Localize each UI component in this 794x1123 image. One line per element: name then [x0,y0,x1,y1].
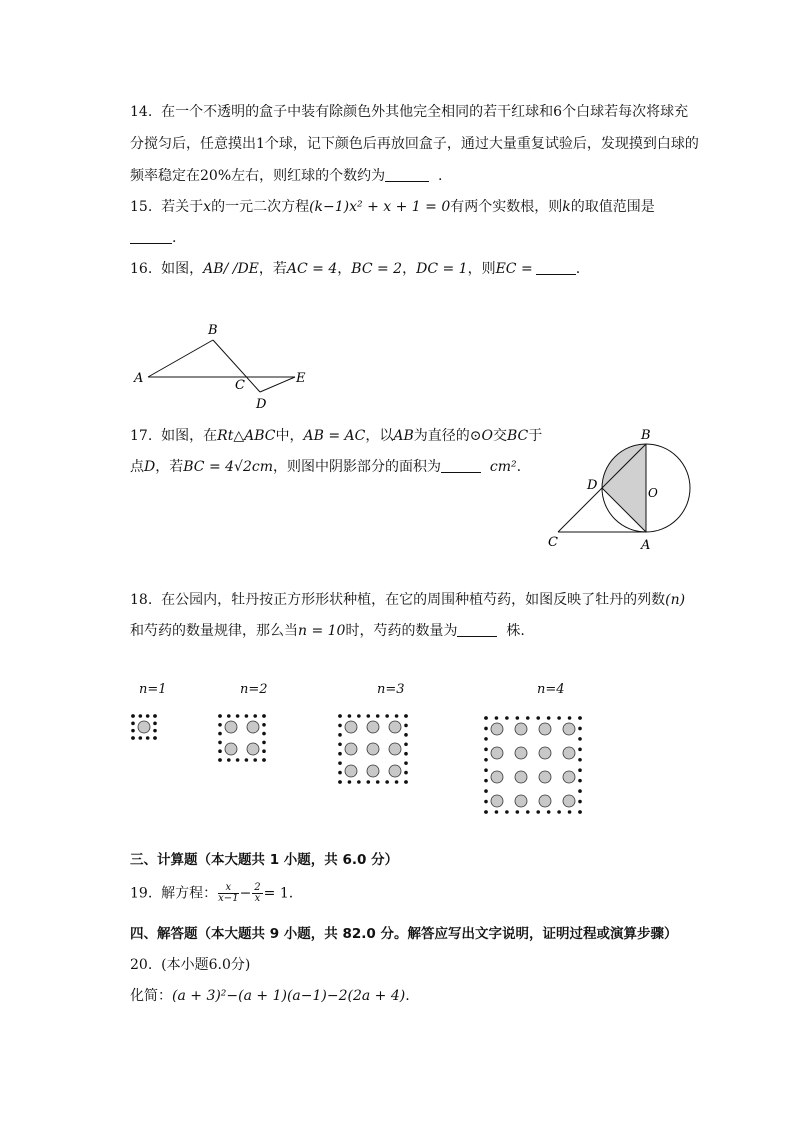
q14-answer-blank[interactable] [385,167,429,182]
shaoyao-dot [484,737,488,741]
q14-text-3: 频率稳定在20%左右，则红球的个数约为 [130,168,386,184]
q16-ask: EC = [495,261,533,277]
shaoyao-dot [262,749,266,753]
q18-caption-2: n=2 [240,682,268,697]
shaoyao-dot [338,752,342,756]
q18-caption-1: n=1 [139,682,167,697]
shaoyao-dot [146,714,150,718]
peony-dot [539,771,551,783]
q20-end: . [405,988,410,1004]
shaoyao-dot [131,729,135,733]
shaoyao-dot [385,714,389,718]
q18-n: (n) [665,592,686,608]
peony-dot [225,743,237,755]
q16-text-c: ，则 [467,261,496,277]
shaoyao-dot [262,732,266,736]
q16-answer-blank[interactable] [536,260,576,275]
shaoyao-dot [395,780,399,784]
q15-text-a: 若关于 [161,199,204,215]
shaoyao-dot [348,780,352,784]
shaoyao-dot [505,716,509,720]
q20-line2 [130,986,410,1006]
q14-line1 [130,102,688,122]
q17-ab: AB [393,428,414,444]
q19-line [130,883,293,909]
peony-dot [539,795,551,807]
q16-label-e: E [296,371,306,386]
peony-dot [539,723,551,735]
q20-label: 化简： [130,988,172,1004]
shaoyao-dot [578,758,582,762]
shaoyao-dot [505,810,509,814]
shaoyao-dot [404,752,408,756]
peony-dot [491,795,503,807]
q14-line3 [130,166,442,186]
peony-dot [247,721,259,733]
shaoyao-dot [578,768,582,772]
q16-cond3: DC = 1 [416,261,468,277]
q17-figure [540,422,700,557]
peony-dot [367,743,379,755]
shaoyao-dot [236,714,240,718]
shaoyao-dot [404,761,408,765]
shaoyao-dot [218,732,222,736]
q17-bc-eq: BC = 4 [183,459,235,475]
shaoyao-dot [547,716,551,720]
peony-dot [515,723,527,735]
q19-f1-den: x−1 [218,893,239,904]
shaoyao-dot [578,779,582,783]
shaoyao-dot [484,789,488,793]
q16-sep1: ， [337,261,352,277]
shaoyao-dot [578,748,582,752]
shaoyao-dot [578,727,582,731]
peony-dot [563,771,575,783]
q17-answer-blank[interactable] [441,458,481,473]
q16-figure [128,318,318,413]
shaoyao-dot [245,714,249,718]
q16-label-d: D [256,397,267,412]
shaoyao-dot [536,716,540,720]
peony-dot [389,765,401,777]
q20-number: 20. [130,957,153,973]
shaoyao-dot [253,758,257,762]
q18-caption-3: n=3 [377,682,405,697]
peony-dot [563,795,575,807]
q16-cond1: AC = 4 [286,261,338,277]
peony-dot [515,771,527,783]
shaoyao-dot [578,810,582,814]
peony-dot [515,795,527,807]
shaoyao-dot [578,800,582,804]
section-4-header: 四、解答题（本大题共 9 小题，共 82.0 分。解答应写出文字说明，证明过程或演算步骤） [130,926,678,942]
shaoyao-dot [218,741,222,745]
shaoyao-dot [348,714,352,718]
shaoyao-dot [516,716,520,720]
shaoyao-dot [357,714,361,718]
shaoyao-dot [376,714,380,718]
q19-number: 19. [130,885,153,902]
q17-shaded-arc [602,444,646,532]
shaoyao-dot [338,780,342,784]
q16-label-a: A [134,371,144,386]
q18-n10: n = 10 [298,623,346,639]
shaoyao-dot [557,810,561,814]
q16-label-b: B [208,323,218,338]
peony-dot [345,743,357,755]
q17-unit: cm [251,459,273,475]
q17-unit2: cm² [489,459,517,475]
q15-line2 [130,228,176,248]
peony-dot [138,721,150,733]
shaoyao-dot [245,758,249,762]
shaoyao-dot [153,729,157,733]
q18-text-b: 和芍药的数量规律，那么当 [130,623,298,639]
q16-number: 16. [130,261,153,277]
shaoyao-dot [526,810,530,814]
q18-line1 [130,590,685,610]
shaoyao-dot [153,736,157,740]
shaoyao-dot [236,758,240,762]
q17-line1 [130,426,542,446]
shaoyao-dot [568,810,572,814]
q19-fraction-1 [218,883,238,904]
q17-line2 [130,457,521,477]
q17-sqrt: √2 [234,459,252,475]
peony-dot [491,771,503,783]
shaoyao-dot [139,714,143,718]
shaoyao-dot [338,714,342,718]
q17-text-a: 如图，在 [161,428,218,444]
shaoyao-dot [338,724,342,728]
shaoyao-dot [153,714,157,718]
shaoyao-dot [338,733,342,737]
q18-answer-blank[interactable] [457,622,497,637]
shaoyao-dot [262,714,266,718]
peony-dot [345,765,357,777]
q17-bc: BC [506,428,529,444]
shaoyao-dot [131,722,135,726]
shaoyao-dot [578,737,582,741]
shaoyao-dot [404,780,408,784]
peony-dot [389,743,401,755]
shaoyao-dot [395,714,399,718]
shaoyao-dot [547,810,551,814]
q15-number: 15. [130,199,153,215]
shaoyao-dot [404,771,408,775]
shaoyao-dot [404,742,408,746]
shaoyao-dot [218,723,222,727]
peony-dot [345,721,357,733]
shaoyao-dot [578,716,582,720]
q19-text: 解方程： [161,885,218,902]
shaoyao-dot [338,742,342,746]
shaoyao-dot [484,800,488,804]
q16-text-b: ，若 [258,261,287,277]
q16-text-a: 如图， [161,261,204,277]
q18-text-d: 株. [506,623,525,639]
peony-dot [247,743,259,755]
q19-minus: − [239,885,252,902]
shaoyao-dot [404,714,408,718]
peony-dot [563,747,575,759]
shaoyao-dot [484,748,488,752]
q15-answer-blank[interactable] [130,229,172,244]
shaoyao-dot [262,758,266,762]
shaoyao-dot [484,716,488,720]
shaoyao-dot [338,761,342,765]
peony-dot [563,723,575,735]
q18-number: 18. [130,592,153,608]
shaoyao-dot [516,810,520,814]
shaoyao-dot [153,722,157,726]
q17-end: . [516,459,522,475]
q15-text-c: 有两个实数根，则 [450,199,563,215]
q16-cond2: BC = 2 [351,261,403,277]
q17-label-b: B [641,428,651,443]
q17-triangle: Rt△ABC [217,428,276,444]
shaoyao-dot [557,716,561,720]
q17-label-o: O [648,486,658,500]
shaoyao-dot [526,716,530,720]
shaoyao-dot [366,780,370,784]
q16-line-ab [148,340,213,377]
q14-end: . [438,168,443,184]
q17-label-a: A [641,538,651,553]
q16-line-de [260,377,295,392]
q16-sep2: ， [402,261,417,277]
q20-expression: (a + 3)²−(a + 1)(a−1)−2(2a + 4) [172,988,406,1004]
shaoyao-dot [338,771,342,775]
shaoyao-dot [495,716,499,720]
shaoyao-dot [376,780,380,784]
q17-text-d: 为直径的 [413,428,470,444]
shaoyao-dot [578,789,582,793]
q17-text-g: 点 [130,459,144,475]
q17-text-c: ，以 [365,428,394,444]
q20-line1 [130,955,250,975]
q17-text-h: ，若 [155,459,184,475]
q18-text-a: 在公园内，牡丹按正方形形状种植，在它的周围种植芍药，如图反映了牡丹的列数 [161,592,666,608]
q17-text-f: 于 [528,428,543,444]
q19-f1-num: x [218,883,238,894]
q15-var-k: k [562,199,571,215]
q17-text-i: ，则图中阴影部分的面积为 [273,459,441,475]
q18-text-c: 时，芍药的数量为 [345,623,458,639]
q18-line2 [130,621,525,641]
q15-equation: (k−1)x² + x + 1 = 0 [309,199,451,215]
q17-text-b: 中， [275,428,304,444]
q19-fraction-2 [252,883,262,904]
q15-end: . [172,230,177,246]
q17-cond: AB = AC [303,428,366,444]
shaoyao-dot [139,736,143,740]
peony-dot [491,723,503,735]
q17-d: D [144,459,156,475]
shaoyao-dot [218,714,222,718]
q15-var-x: x [203,199,212,215]
shaoyao-dot [218,758,222,762]
shaoyao-dot [404,724,408,728]
q17-label-d: D [587,478,598,493]
q15-text-b: 的一元二次方程 [211,199,310,215]
shaoyao-dot [131,736,135,740]
q20-score: (本小题6.0分) [161,957,251,973]
q16-line [130,259,580,279]
shaoyao-dot [385,780,389,784]
q14-number: 14. [130,104,153,120]
shaoyao-dot [146,736,150,740]
q19-f2-den: x [254,893,261,904]
q16-parallel: AB/ /DE [203,261,259,277]
shaoyao-dot [218,749,222,753]
q19-f2-num: 2 [254,882,261,893]
shaoyao-dot [357,780,361,784]
shaoyao-dot [484,758,488,762]
peony-dot [539,747,551,759]
shaoyao-dot [262,723,266,727]
shaoyao-dot [227,758,231,762]
shaoyao-dot [404,733,408,737]
peony-dot [491,747,503,759]
q17-number: 17. [130,428,153,444]
shaoyao-dot [495,810,499,814]
shaoyao-dot [227,714,231,718]
q15-text-d: 的取值范围是 [570,199,655,215]
shaoyao-dot [262,741,266,745]
shaoyao-dot [484,727,488,731]
shaoyao-dot [366,714,370,718]
shaoyao-dot [484,810,488,814]
q17-text-e: 交 [492,428,507,444]
shaoyao-dot [253,714,257,718]
q16-end: . [575,261,581,277]
q17-label-c: C [548,535,558,550]
shaoyao-dot [568,716,572,720]
peony-dot [367,765,379,777]
peony-dot [225,721,237,733]
q17-circle-symbol: ⊙O [469,428,493,444]
shaoyao-dot [484,768,488,772]
shaoyao-dot [536,810,540,814]
section-3-header: 三、计算题（本大题共 1 小题，共 6.0 分） [130,852,399,868]
peony-dot [515,747,527,759]
q18-pattern-figure [0,700,794,845]
q14-text-2: 分搅匀后，任意摸出1个球，记下颜色后再放回盒子，通过大量重复试验后，发现摸到白球的 [130,136,699,152]
peony-dot [367,721,379,733]
q18-caption-4: n=4 [537,682,565,697]
shaoyao-dot [484,779,488,783]
q14-text-1: 在一个不透明的盒子中装有除颜色外其他完全相同的若干红球和6个白球若每次将球充 [161,104,689,120]
q14-line2 [130,134,699,154]
q16-label-c: C [235,378,245,393]
q19-rhs: = 1. [263,885,294,902]
shaoyao-dot [131,714,135,718]
peony-dot [389,721,401,733]
q15-line1 [130,197,655,217]
